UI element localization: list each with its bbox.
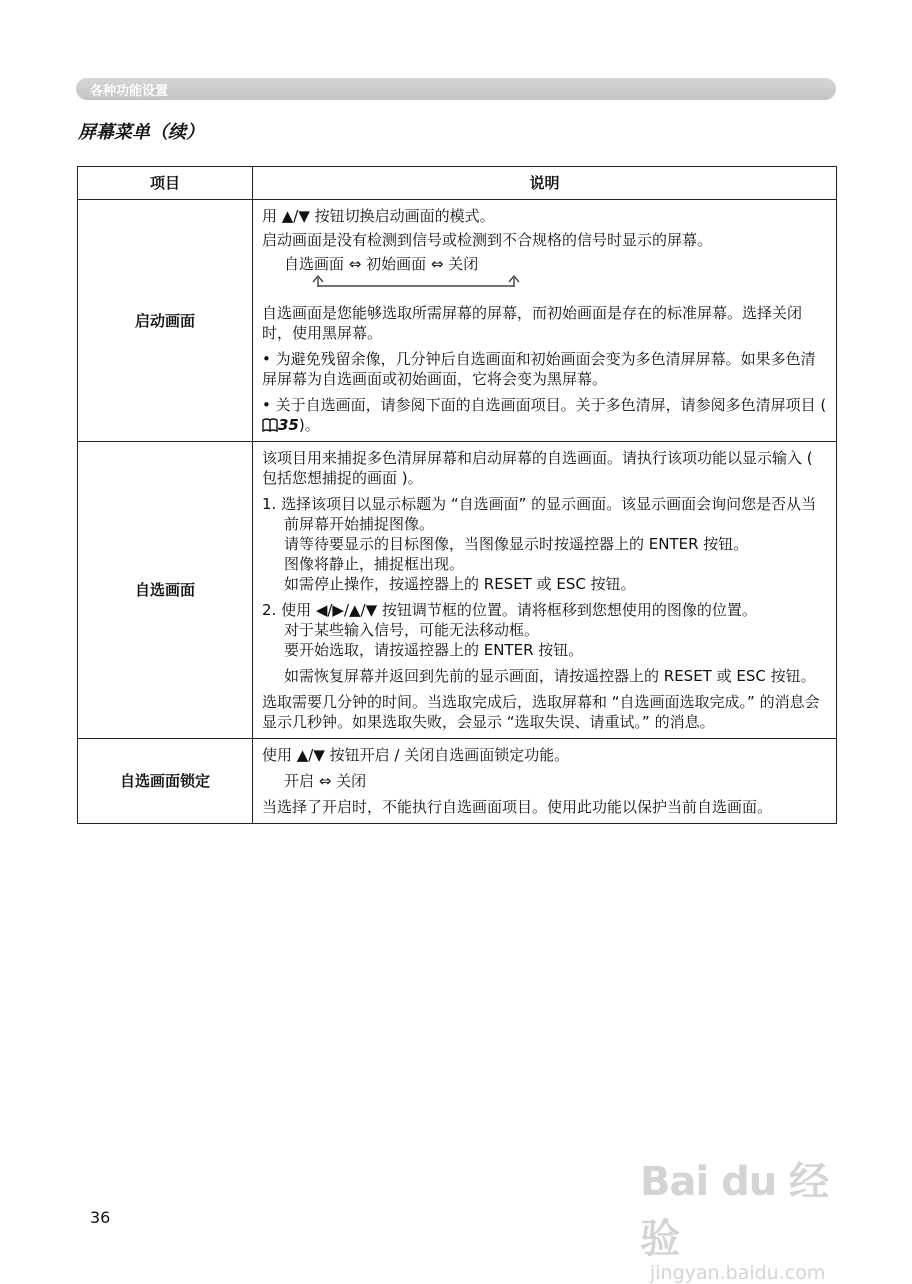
page-reference-link[interactable]: 35 bbox=[278, 416, 299, 434]
startup-paragraph5 bbox=[262, 395, 828, 435]
step2-text: 2. 使用 ◀/▶/▲/▼ 按钮调节框的位置。请将框移到您想使用的图像的位置。 bbox=[262, 601, 757, 619]
cycle-return-arrow-icon bbox=[310, 274, 522, 288]
step1-detail-a: 请等待要显示的目标图像，当图像显示时按遥控器上的 ENTER 按钮。 bbox=[284, 535, 749, 553]
desc-lock bbox=[253, 739, 837, 824]
desc-startup bbox=[253, 200, 837, 442]
table-row-startup bbox=[78, 200, 837, 442]
screen-menu-table bbox=[77, 166, 837, 824]
startup-cycle: 自选画面 ⇔ 初始画面 ⇔ 关闭 bbox=[284, 255, 479, 273]
step1-detail-b: 图像将静止，捕捉框出现。 bbox=[284, 555, 465, 573]
startup-line2: 启动画面是没有检测到信号或检测到不合规格的信号时显示的屏幕。 bbox=[262, 231, 713, 249]
watermark-logo: Bai du 经验 bbox=[640, 1159, 829, 1262]
mymemory-outro: 选取需要几分钟的时间。当选取完成后，选取屏幕和 “自选画面选取完成。” 的消息会显示几秒钟。如果选取失败，会显示 “选取失误、请重试。” 的消息。 bbox=[262, 693, 820, 731]
startup-paragraph3: 自选画面是您能够选取所需屏幕的屏幕，而初始画面是存在的标准屏幕。选择关闭时，使用黑屏幕。 bbox=[262, 304, 803, 342]
section-header-bar bbox=[76, 78, 836, 100]
watermark-url: jingyan.baidu.com bbox=[650, 1262, 826, 1284]
header-description: 说明 bbox=[253, 167, 837, 200]
step1-text: 1. 选择该项目以显示标题为 “自选画面” 的显示画面。该显示画面会询问您是否从当前屏幕开始捕捉图像。 bbox=[262, 495, 817, 533]
step2-detail-a: 对于某些输入信号，可能无法移动框。 bbox=[284, 621, 540, 639]
startup-paragraph4: • 为避免残留余像，几分钟后自选画面和初始画面会变为多色清屏屏幕。如果多色清屏屏幕为自选画面或初始画面，它将会变为黑屏幕。 bbox=[262, 350, 816, 388]
mymemory-intro: 该项目用来捕捉多色清屏屏幕和启动屏幕的自选画面。请执行该项功能以显示输入 ( 包括您想捕捉的画面 )。 bbox=[262, 449, 813, 487]
step1-detail-c: 如需停止操作，按遥控器上的 RESET 或 ESC 按钮。 bbox=[284, 575, 636, 593]
startup-p5-text: • 关于自选画面，请参阅下面的自选画面项目。关于多色清屏，请参阅多色清屏项目 ( bbox=[262, 396, 827, 414]
item-mymemory: 自选画面 bbox=[78, 442, 253, 739]
item-startup: 启动画面 bbox=[78, 200, 253, 442]
table-row-mymemory bbox=[78, 442, 837, 739]
table-header-row bbox=[78, 167, 837, 200]
step2-detail-c: 如需恢复屏幕并返回到先前的显示画面，请按遥控器上的 RESET 或 ESC 按钮。 bbox=[284, 667, 816, 685]
lock-line1: 使用 ▲/▼ 按钮开启 / 关闭自选画面锁定功能。 bbox=[262, 746, 570, 764]
startup-line1: 用 ▲/▼ 按钮切换启动画面的模式。 bbox=[262, 207, 495, 225]
step2-detail-b: 要开始选取，请按遥控器上的 ENTER 按钮。 bbox=[284, 641, 584, 659]
baidu-watermark bbox=[640, 1150, 860, 1284]
desc-mymemory bbox=[253, 442, 837, 739]
manual-book-icon bbox=[262, 418, 278, 432]
startup-p5-end: )。 bbox=[298, 416, 320, 434]
page-title: 屏幕菜单（续） bbox=[78, 122, 204, 143]
mymemory-step1 bbox=[262, 494, 828, 594]
lock-cycle: 开启 ⇔ 关闭 bbox=[284, 772, 367, 790]
item-lock: 自选画面锁定 bbox=[78, 739, 253, 824]
header-item: 项目 bbox=[78, 167, 253, 200]
table-row-lock bbox=[78, 739, 837, 824]
mymemory-step2 bbox=[262, 600, 828, 686]
lock-line3: 当选择了开启时，不能执行自选画面项目。使用此功能以保护当前自选画面。 bbox=[262, 798, 773, 816]
section-header-label: 各种功能设置 bbox=[90, 84, 169, 99]
page-number: 36 bbox=[90, 1208, 111, 1227]
